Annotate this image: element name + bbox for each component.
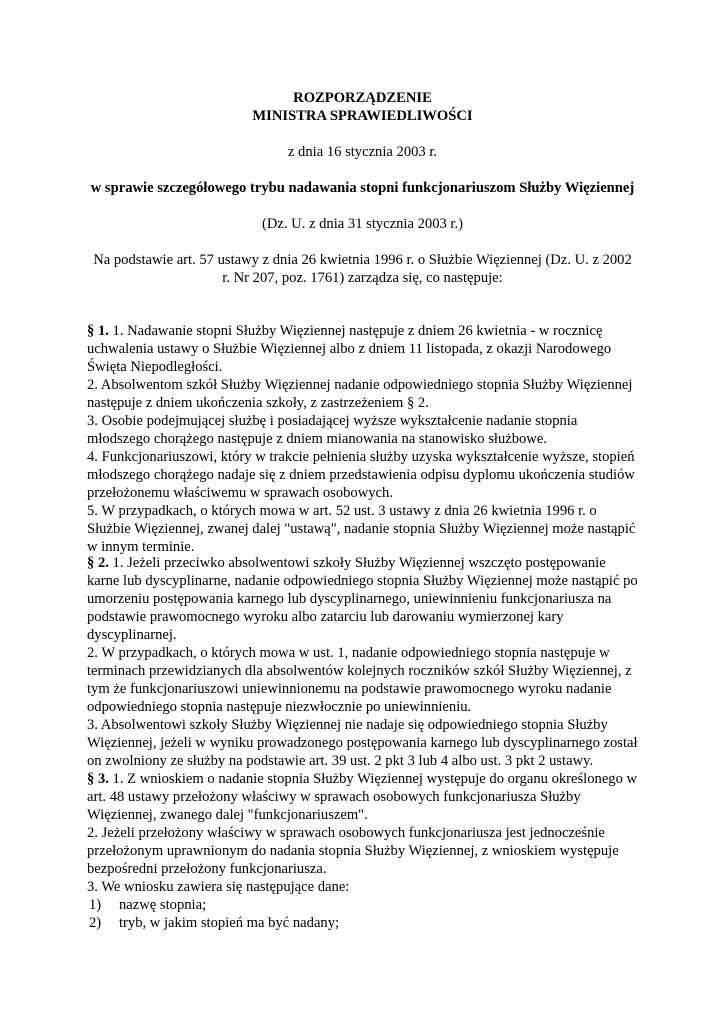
section-1-line: w innym terminie.	[87, 539, 195, 555]
section-2-line: tym że funkcjonariuszowi uniewinnionemu na podstawie prawomocnego wyroku nadanie	[87, 681, 612, 697]
section-3-line: 1. Z wnioskiem o nadanie stopnia Służby Więziennej występuje do organu określonego w	[108, 771, 638, 787]
intro-line: r. Nr 207, poz. 1761) zarządza się, co następuje:	[222, 270, 503, 286]
section-1-line: uchwalenia ustawy o Służbie Więziennej albo z dniem 11 listopada, z okazji Narodowego	[87, 341, 612, 357]
section-2-line: terminach przewidzianych dla absolwentów kolejnych roczników szkół Służby Więziennej, z	[87, 663, 632, 679]
document-title-line2: MINISTRA SPRAWIEDLIWOŚCI	[252, 108, 473, 124]
section-1-mark: § 1.	[87, 323, 109, 339]
section-2-line: Więziennej, jeżeli w wyniku prowadzonego postępowania karnego lub dyscyplinarnego został	[87, 735, 638, 751]
list-item	[87, 896, 206, 914]
section-2-line: podstawie prawomocnego wyroku albo zatarciu lub darowaniu wymierzonej kary	[87, 609, 564, 625]
list-item	[87, 914, 339, 932]
section-1-line: 4. Funkcjonariuszowi, który w trakcie pełnienia służby uzyska wykształcenie wyższe, stopień	[87, 449, 635, 465]
section-2-line: odpowiedniego stopnia następuje niezwłocznie po uniewinnieniu.	[87, 699, 472, 715]
section-2-line: karne lub dyscyplinarne, nadanie odpowiedniego stopnia Służby Więziennej może nastąpić po	[87, 573, 638, 589]
section-1-line: 2. Absolwentom szkół Służby Więziennej nadanie odpowiedniego stopnia Służby Więziennej	[87, 377, 633, 393]
section-2-line: on zwolniony ze służby na podstawie art. 39 ust. 2 pkt 3 lub 4 albo ust. 3 pkt 2 ustawy.	[87, 753, 594, 769]
intro-line: Na podstawie art. 57 ustawy z dnia 26 kwietnia 1996 r. o Służbie Więziennej (Dz. U. z 2002	[93, 252, 632, 268]
section-1-line: następuje z dniem ukończenia szkoły, z zastrzeżeniem § 2.	[87, 395, 429, 411]
list-item-number: 2)	[89, 915, 102, 931]
section-2-line: 1. Jeżeli przeciwko absolwentowi szkoły Służby Więziennej wszczęto postępowanie	[108, 555, 606, 571]
section-1-line: 5. W przypadkach, o których mowa w art. 52 ust. 3 ustawy z dnia 26 kwietnia 1996 r. o	[87, 503, 597, 519]
section-3-line: 2. Jeżeli przełożony właściwy w sprawach osobowych funkcjonariusza jest jednocześnie	[87, 825, 605, 841]
section-1-line: 1. Nadawanie stopni Służby Więziennej następuje z dniem 26 kwietnia - w rocznicę	[108, 323, 603, 339]
document-subject: w sprawie szczegółowego trybu nadawania stopni funkcjonariuszom Służby Więziennej	[90, 180, 635, 196]
section-3-mark: § 3.	[87, 771, 109, 787]
section-1-line: przełożonemu właściwemu w sprawach osobowych.	[87, 485, 393, 501]
document-title-line1: ROZPORZĄDZENIE	[293, 90, 432, 106]
section-3	[87, 770, 662, 896]
section-2-line: 3. Absolwentowi szkoły Służby Więziennej nie nadaje się odpowiedniego stopnia Służby	[87, 717, 608, 733]
section-1-line: młodszego chorążego następuje z dniem mianowania na stanowisko służbowe.	[87, 431, 547, 447]
section-3-line: art. 48 ustawy przełożony właściwy w sprawach osobowych funkcjonariusza Służby	[87, 789, 581, 805]
section-3-line: 3. We wniosku zawiera się następujące dane:	[87, 879, 350, 895]
list-item-text: nazwę stopnia;	[119, 897, 207, 913]
intro-paragraph	[60, 251, 665, 287]
section-2	[87, 554, 662, 770]
section-1	[87, 322, 662, 556]
section-3-line: bezpośredni przełożony funkcjonariusza.	[87, 861, 327, 877]
section-2-line: 2. W przypadkach, o których mowa w ust. 1, nadanie odpowiedniego stopnia następuje w	[87, 645, 610, 661]
section-2-line: umorzeniu postępowania karnego lub dyscyplinarnego, uniewinnieniu funkcjonariusza na	[87, 591, 612, 607]
section-2-mark: § 2.	[87, 555, 109, 571]
list-item-text: tryb, w jakim stopień ma być nadany;	[119, 915, 340, 931]
document-date: z dnia 16 stycznia 2003 r.	[287, 144, 438, 160]
section-1-line: Służbie Więziennej, zwanej dalej "ustawą", nadanie stopnia Służby Więziennej może nastąpić	[87, 521, 636, 537]
section-3-line: Więziennej, zwanego dalej "funkcjonariuszem".	[87, 807, 368, 823]
section-3-line: przełożonym uprawnionym do nadania stopnia Służby Więziennej, z wnioskiem występuje	[87, 843, 619, 859]
section-2-line: dyscyplinarnej.	[87, 627, 177, 643]
section-1-line: Święta Niepodległości.	[87, 359, 223, 375]
document-publication: (Dz. U. z dnia 31 stycznia 2003 r.)	[261, 216, 463, 232]
list-item-number: 1)	[89, 897, 102, 913]
section-1-line: 3. Osobie podejmującej służbę i posiadającej wyższe wykształcenie nadanie stopnia	[87, 413, 578, 429]
section-1-line: młodszego chorążego nadaje się z dniem przedstawienia odpisu dyplomu ukończenia studiów	[87, 467, 635, 483]
